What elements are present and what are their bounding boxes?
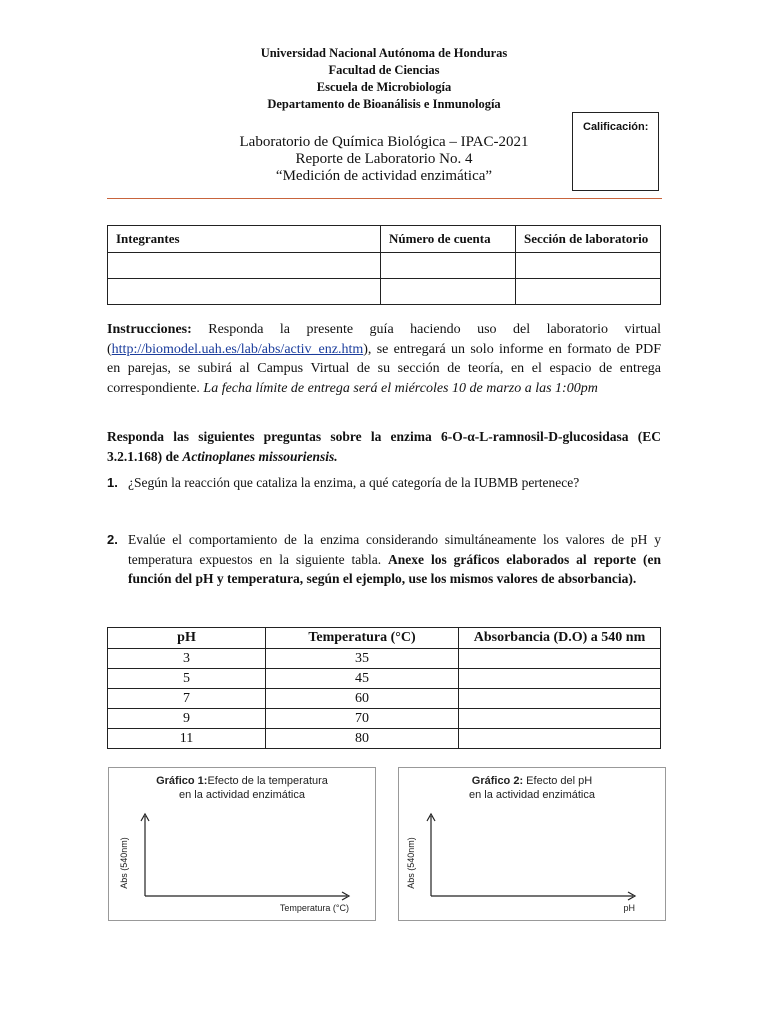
deadline-text: La fecha límite de entrega será el miércoles 10 de marzo a las 1:00pm bbox=[203, 380, 598, 396]
question-2 bbox=[107, 530, 661, 589]
grade-box[interactable] bbox=[572, 112, 659, 191]
absorbance-cell[interactable] bbox=[459, 649, 661, 669]
report-subject: “Medición de actividad enzimática” bbox=[275, 168, 493, 184]
university-name: Universidad Nacional Autónoma de Honduras bbox=[260, 46, 508, 60]
chart-2-title-line2: en la actividad enzimática bbox=[469, 789, 595, 801]
chart-2-x-label: pH bbox=[623, 903, 635, 913]
temperature-chart bbox=[108, 767, 376, 921]
table-row bbox=[108, 709, 661, 729]
chart-2-title: Gráfico 2: Efecto del pH bbox=[471, 775, 593, 787]
instructions-text-a: Responda la presente guía haciendo uso del laboratorio virtual ( bbox=[107, 322, 661, 357]
ph-cell: 5 bbox=[108, 669, 266, 689]
absorbance-cell[interactable] bbox=[459, 729, 661, 749]
ph-cell: 3 bbox=[108, 649, 266, 669]
chart-1-title-line2: en la actividad enzimática bbox=[179, 789, 305, 801]
table-row bbox=[108, 649, 661, 669]
faculty-name: Facultad de Ciencias bbox=[328, 63, 440, 77]
members-table bbox=[107, 225, 661, 305]
member-account-cell[interactable] bbox=[381, 253, 516, 279]
chart-1-y-label: Abs (540nm) bbox=[119, 837, 129, 889]
temperature-cell: 60 bbox=[266, 689, 459, 709]
temperature-cell: 70 bbox=[266, 709, 459, 729]
member-section-cell[interactable] bbox=[516, 253, 661, 279]
ph-chart-svg bbox=[399, 768, 665, 920]
question-1-text: ¿Según la reacción que cataliza la enzima, a qué categoría de la IUBMB pertenece? bbox=[128, 475, 580, 490]
ph-cell: 7 bbox=[108, 689, 266, 709]
question-1-number: 1. bbox=[107, 475, 118, 490]
header-divider bbox=[107, 198, 662, 199]
temperature-cell: 80 bbox=[266, 729, 459, 749]
table-row bbox=[108, 689, 661, 709]
ph-temperature-table bbox=[107, 627, 661, 749]
members-header-account: Número de cuenta bbox=[381, 226, 516, 253]
ph-chart bbox=[398, 767, 666, 921]
table-header-ph: pH bbox=[108, 628, 266, 649]
organism-name: Actinoplanes missouriensis. bbox=[182, 448, 338, 464]
table-row bbox=[108, 253, 661, 279]
course-title: Laboratorio de Química Biológica – IPAC-2021 bbox=[239, 134, 529, 150]
chart-2-y-label: Abs (540nm) bbox=[406, 837, 416, 889]
table-row bbox=[108, 729, 661, 749]
question-2-text: Evalúe el comportamiento de la enzima considerando simultáneamente los valores de pH y temperatura expuestos en la siguiente tabla. bbox=[128, 532, 661, 567]
intro-text: Responda las siguientes preguntas sobre la enzima 6-O-α-L-ramnosil-D-glucosidasa (EC 3.2.1.168) de bbox=[107, 429, 661, 464]
member-account-cell[interactable] bbox=[381, 279, 516, 305]
temperature-chart-svg bbox=[109, 768, 375, 920]
instructions-paragraph bbox=[107, 320, 661, 398]
member-section-cell[interactable] bbox=[516, 279, 661, 305]
question-1 bbox=[107, 473, 661, 493]
intro-paragraph bbox=[107, 427, 661, 466]
department-name: Departamento de Bioanálisis e Inmunología bbox=[267, 97, 501, 111]
member-name-cell[interactable] bbox=[108, 253, 381, 279]
instructions-text-b: ), se entregará un solo informe en formato de PDF en parejas, se subirá al Campus Virtual de su sección de teoría, en el espacio de entrega correspondiente. bbox=[107, 341, 661, 396]
members-header-section: Sección de laboratorio bbox=[516, 226, 661, 253]
absorbance-cell[interactable] bbox=[459, 709, 661, 729]
member-name-cell[interactable] bbox=[108, 279, 381, 305]
chart-1-title: Gráfico 1:Efecto de la temperatura bbox=[156, 775, 328, 787]
temperature-cell: 35 bbox=[266, 649, 459, 669]
ph-cell: 11 bbox=[108, 729, 266, 749]
table-header-temperature: Temperatura (°C) bbox=[266, 628, 459, 649]
question-2-instruction: Anexe los gráficos elaborados al reporte (en función del pH y temperatura, según el ejemplo, use los mismos valores de absorbancia). bbox=[128, 551, 661, 586]
report-number: Reporte de Laboratorio No. 4 bbox=[295, 151, 473, 167]
members-header-name: Integrantes bbox=[108, 226, 381, 253]
table-header-absorbance: Absorbancia (D.O) a 540 nm bbox=[459, 628, 661, 649]
question-2-number: 2. bbox=[107, 532, 118, 547]
school-name: Escuela de Microbiología bbox=[316, 80, 452, 94]
temperature-cell: 45 bbox=[266, 669, 459, 689]
ph-cell: 9 bbox=[108, 709, 266, 729]
absorbance-cell[interactable] bbox=[459, 689, 661, 709]
table-row bbox=[108, 279, 661, 305]
absorbance-cell[interactable] bbox=[459, 669, 661, 689]
chart-1-x-label: Temperatura (°C) bbox=[279, 903, 349, 913]
instructions-label: Instrucciones: bbox=[107, 322, 192, 337]
grade-label: Calificación: bbox=[583, 121, 649, 133]
virtual-lab-link[interactable]: http://biomodel.uah.es/lab/abs/activ_enz.htm bbox=[111, 341, 364, 357]
table-row bbox=[108, 669, 661, 689]
